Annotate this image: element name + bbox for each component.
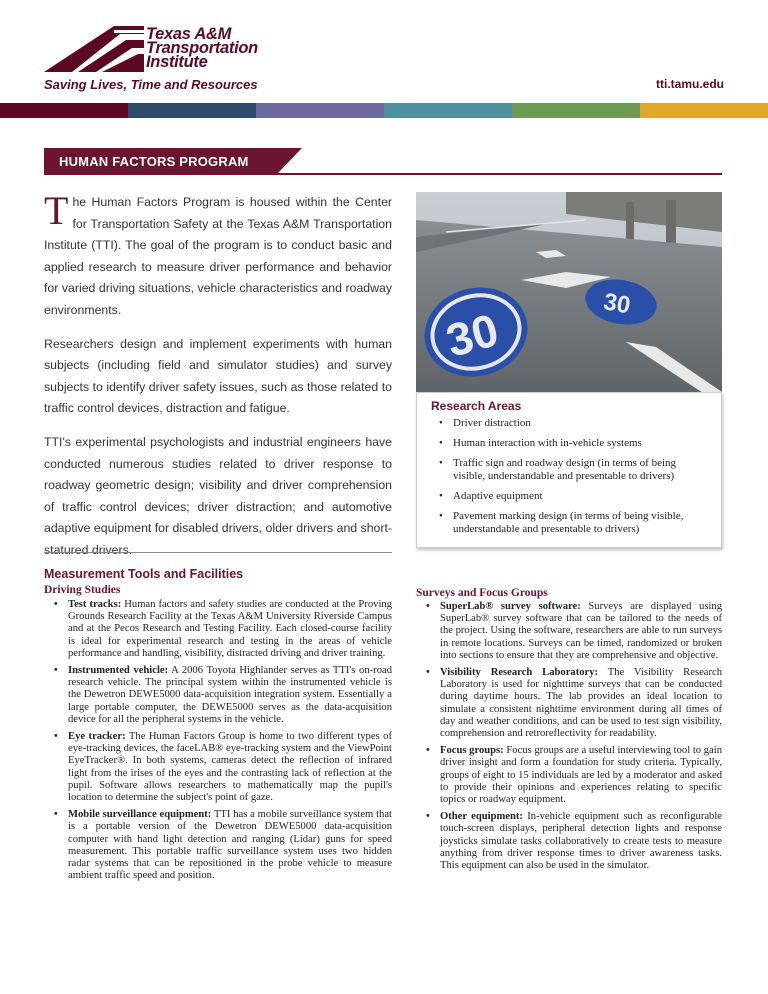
- driving-study-item: [44, 665, 392, 726]
- color-bar-segment: [128, 103, 256, 118]
- item-text: Human factors and safety studies are conducted at the Proving Grounds Research Facility at the Texas A&M University Riverside Campus and at the Pecos Research and Testing Facility. Each closed-course facility is ideal for experimental research and testing in the areas of vehicle performance and handling, visibility, distracted driving and driver training.: [68, 599, 392, 659]
- driving-studies-title: Driving Studies: [44, 584, 121, 596]
- research-area-item: • Adaptive equipment: [431, 490, 707, 503]
- research-areas-title: Research Areas: [431, 399, 522, 413]
- item-label: SuperLab® survey software:: [440, 601, 581, 612]
- item-label: Test tracks:: [68, 599, 122, 610]
- research-area-item: • Pavement marking design (in terms of being visible, understandable and presentable to drivers): [431, 510, 707, 536]
- item-label: Mobile surveillance equipment:: [68, 809, 212, 821]
- research-area-item: • Driver distraction: [431, 417, 707, 430]
- item-text: Surveys are displayed using SuperLab® survey software that can be tailored to the needs of the project. Using the software, researchers are able to run surveys in remote locations. Surveys can be timed, randomized or broken into sections to ensure that they are comprehensive and objective.: [440, 601, 722, 661]
- color-bar: [0, 103, 768, 118]
- item-text: A 2006 Toyota Highlander serves as TTI's on-road research vehicle. The principal system within the instrumented vehicle is the Dewetron DEWE5000 data-acquisition integration system. Essentially a large portable computer, the DEWE5000 serves as the data-acquisition device for all the peripheral systems in the vehicle.: [68, 665, 392, 725]
- surveys-list: [416, 601, 722, 877]
- measurement-title: Measurement Tools and Facilities: [44, 567, 244, 581]
- color-bar-segment: [384, 103, 512, 118]
- intro-paragraph-1: [44, 188, 392, 322]
- item-label: Visibility Research Laboratory:: [440, 667, 599, 679]
- tti-logo-mark: [44, 26, 144, 72]
- section-heading: [44, 148, 722, 175]
- logo-line-2: Transportation: [146, 39, 258, 57]
- item-text: TTI has a mobile surveillance system that is a portable version of the Dewetron DEWE5000 data-acquisition computer with hand light detection and ranging (Lidar) guns for speed measurement. This portable traffic surveillance system uses two hidden radar systems that can be repositioned in the probe vehicle to measure ambient traffic speed and position.: [68, 809, 392, 882]
- logo-line-3: Institute: [146, 53, 208, 71]
- item-label: Instrumented vehicle:: [68, 665, 169, 677]
- driving-studies-list: [44, 599, 392, 887]
- tagline: Saving Lives, Time and Resources: [44, 77, 258, 92]
- color-bar-segment: [640, 103, 768, 118]
- intro-paragraph-2: Researchers design and implement experiments with human subjects (including field and simulator studies) and survey subjects to identify driver safety issues, such as those related to traffic control devices, distraction and fatigue.: [44, 336, 392, 416]
- tti-logo: [44, 26, 274, 72]
- item-label: Other equipment:: [440, 811, 523, 823]
- section-title: HUMAN FACTORS PROGRAM: [59, 154, 249, 169]
- road-shield-number-2: 30: [601, 288, 633, 320]
- driving-study-item: [44, 731, 392, 804]
- road-shield-number: 30: [440, 303, 504, 367]
- item-text: Focus groups are a useful interviewing tool to gain driver insight and form a foundation for study criteria. Typically, groups of eight to 15 individuals are led by a moderator and asked to provide their opinions and experiences relating to specific topics or roadway equipment.: [440, 745, 722, 806]
- research-areas-box: [416, 392, 722, 548]
- survey-item: [416, 745, 722, 806]
- intro-text: [44, 188, 392, 574]
- intro-paragraph-1-text: he Human Factors Program is housed within the Center for Transportation Safety at the Texas A&M Transportation Institute (TTI). The goal of the program is to conduct basic and applied research to measure driver performance and behavior for varied driving situations, vehicle characteristics and roadway environments.: [44, 195, 392, 317]
- item-text: In-vehicle equipment such as reconfigurable touch-screen displays, peripheral detection lights and response joysticks simulate tasks collaboratively to create tests to measure anything from driver response times to driver awareness tasks. This equipment can also be used in the simulator.: [440, 811, 722, 872]
- color-bar-segment: [512, 103, 640, 118]
- survey-item: [416, 811, 722, 872]
- item-text: The Human Factors Group is home to two different types of eye-tracking devices, the faceLAB® eye-tracking system and the ViewPoint EyeTracker®. In both systems, cameras detect the reflection of infrared light from the irises of the eyes and the contrasting lack of reflection at the pupil. Software allows researchers to mathematically map the pupil's location to determine the subject's point of gaze.: [68, 731, 392, 804]
- color-bar-segment: [0, 103, 128, 118]
- website-url[interactable]: tti.tamu.edu: [656, 77, 724, 91]
- survey-item: [416, 601, 722, 662]
- research-areas-list: [431, 417, 707, 536]
- research-area-item: • Traffic sign and roadway design (in terms of being visible, understandable and presentable to drivers): [431, 457, 707, 483]
- driving-study-item: [44, 599, 392, 660]
- research-area-item: • Human interaction with in-vehicle systems: [431, 437, 707, 450]
- survey-item: [416, 667, 722, 740]
- item-text: The Visibility Research Laboratory is used for nighttime surveys that can be conducted during daytime hours. The lab provides an ideal location to simulate a consistent nighttime environment during all times of day and weather conditions, and can be used to test sign visibility, comprehension and retroreflectivity for readability.: [440, 667, 722, 740]
- item-label: Eye tracker:: [68, 731, 126, 743]
- dropcap: T: [44, 188, 69, 233]
- tti-logo-wordmark: [146, 27, 258, 69]
- surveys-title: Surveys and Focus Groups: [416, 587, 548, 599]
- section-divider: [44, 552, 392, 553]
- road-photo-illustration: [416, 192, 722, 395]
- color-bar-segment: [256, 103, 384, 118]
- item-label: Focus groups:: [440, 745, 504, 757]
- road-photo: [416, 192, 722, 395]
- intro-paragraph-3: TTI's experimental psychologists and industrial engineers have conducted numerous studies related to driver response to roadway geometric design; visibility and driver comprehension of traffic control devices; driver distraction; and automotive adaptive equipment for disabled drivers, older drivers and short-statured drivers.: [44, 434, 392, 557]
- logo-line-1: Texas A&M: [146, 25, 232, 43]
- driving-study-item: [44, 809, 392, 882]
